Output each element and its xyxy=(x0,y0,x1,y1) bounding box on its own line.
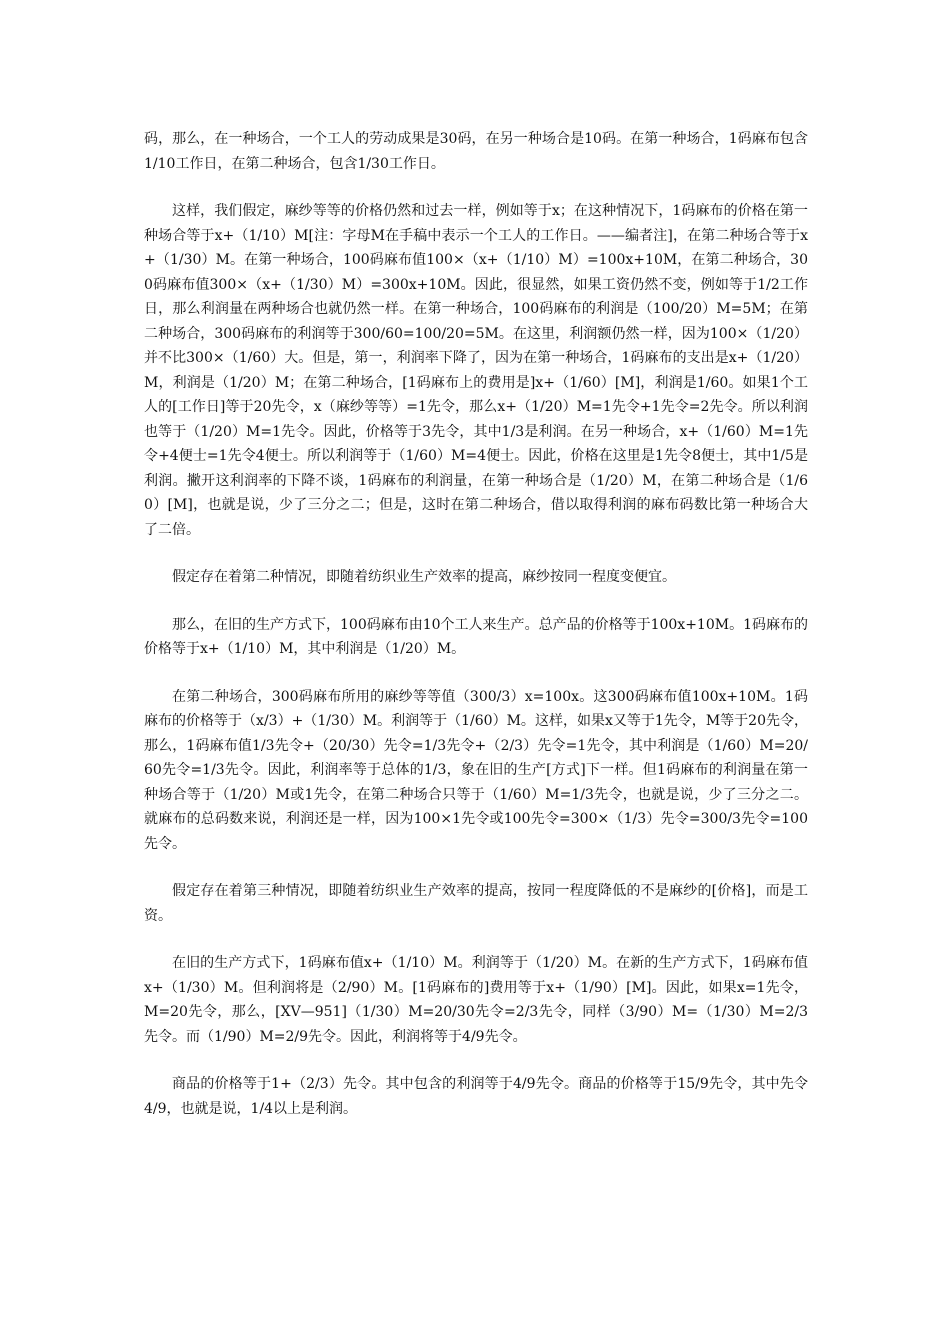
paragraph-6: 假定存在着第三种情况，即随着纺织业生产效率的提高，按同一程度降低的不是麻纱的[价格]，而是工资。 xyxy=(144,883,808,924)
document-body xyxy=(144,127,808,1144)
paragraph-3: 假定存在着第二种情况，即随着纺织业生产效率的提高，麻纱按同一程度变便宜。 xyxy=(172,569,676,585)
paragraph-2: 这样，我们假定，麻纱等等的价格仍然和过去一样，例如等于x；在这种情况下，1码麻布的价格在第一种场合等于x+（1/10）M[注：字母M在手稿中表示一个工人的工作日。——编者注]，在第二种场合等于x+（1/30）M。在第一种场合，100码麻布值100×（x+（1/10）M）=100x+10M，在第二种场合，300码麻布值300×（x+（1/30）M）=300x+10M。因此，很显然，如果工资仍然不变，例如等于1/2工作日，那么利润量在两种场合也就仍然一样。在第一种场合，100码麻布的利润是（100/20）M=5M；在第二种场合，300码麻布的利润等于300/60=100/20=5M。在这里，利润额仍然一样，因为100×（1/20）并不比300×（1/60）大。但是，第一，利润率下降了，因为在第一种场合，1码麻布的支出是x+（1/20）M，利润是（1/20）M；在第二种场合，[1码麻布上的费用是]x+（1/60）[M]，利润是1/60。如果1个工人的[工作日]等于20先令，x（麻纱等等）=1先令，那么x+（1/20）M=1先令+1先令=2先令。所以利润也等于（1/20）M=1先令。因此，价格等于3先令，其中1/3是利润。在另一种场合，x+（1/60）M=1先令+4便士=1先令4便士。所以利润等于（1/60）M=4便士。因此，价格在这里是1先令8便士，其中1/5是利润。撇开这利润率的下降不谈，1码麻布的利润量，在第一种场合是（1/20）M，在第二种场合是（1/60）[M]，也就是说，少了三分之二；但是，这时在第二种场合，借以取得利润的麻布码数比第一种场合大了二倍。 xyxy=(144,203,808,538)
paragraph-7: 在旧的生产方式下，1码麻布值x+（1/10）M。利润等于（1/20）M。在新的生产方式下，1码麻布值x+（1/30）M。但利润将是（2/90）M。[1码麻布的]费用等于x+（1/90）[M]。因此，如果x=1先令，M=20先令，那么，[XV—951]（1/30）M=20/30先令=2/3先令，同样（3/90）M=（1/30）M=2/3先令。而（1/90）M=2/9先令。因此，利润将等于4/9先令。 xyxy=(144,955,808,1045)
paragraph-4: 那么，在旧的生产方式下，100码麻布由10个工人来生产。总产品的价格等于100x+10M。1码麻布的价格等于x+（1/10）M，其中利润是（1/20）M。 xyxy=(144,616,808,657)
paragraph-8: 商品的价格等于1+（2/3）先令。其中包含的利润等于4/9先令。商品的价格等于15/9先令，其中先令4/9，也就是说，1/4以上是利润。 xyxy=(144,1076,808,1117)
paragraph-1: 码，那么，在一种场合，一个工人的劳动成果是30码，在另一种场合是10码。在第一种场合，1码麻布包含1/10工作日，在第二种场合，包含1/30工作日。 xyxy=(144,131,808,172)
paragraph-5: 在第二种场合，300码麻布所用的麻纱等等值（300/3）x=100x。这300码麻布值100x+10M。1码麻布的价格等于（x/3）+（1/30）M。利润等于（1/60）M。这样，如果x又等于1先令，M等于20先令，那么，1码麻布值1/3先令+（20/30）先令=1/3先令+（2/3）先令=1先令，其中利润是（1/60）M=20/60先令=1/3先令。因此，利润率等于总体的1/3，象在旧的生产[方式]下一样。但1码麻布的利润量在第一种场合等于（1/20）M或1先令，在第二种场合只等于（1/60）M=1/3先令，也就是说，少了三分之二。就麻布的总码数来说，利润还是一样，因为100×1先令或100先令=300×（1/3）先令=300/3先令=100先令。 xyxy=(144,688,808,852)
